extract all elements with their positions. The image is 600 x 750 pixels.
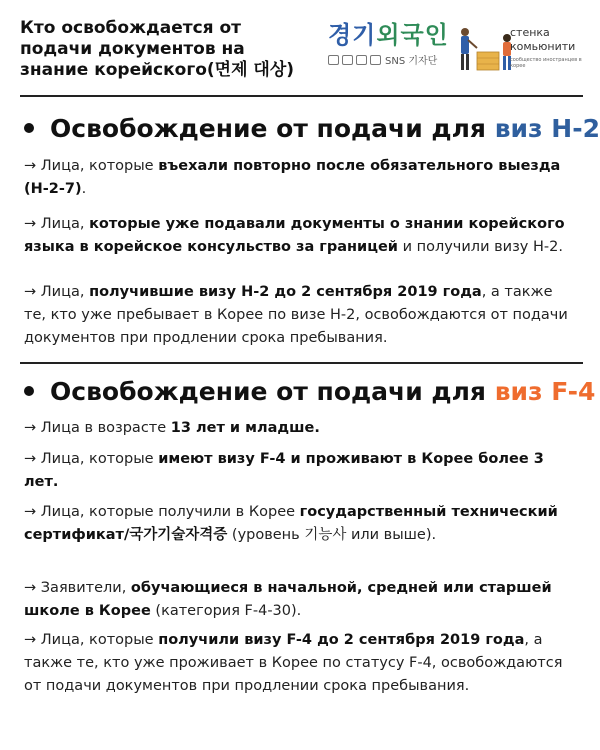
body-text: → Лица, [24,216,90,232]
emphasis-text: которые уже подавали документы о знании корейского языка в корейское консульство за границей [24,216,565,255]
body-text: → Заявители, [24,580,131,596]
section-f4-visa: виз F-4 [494,377,596,406]
logo-wordmark-part2: 외국인 [376,21,449,49]
body-text: → Лица, которые [24,451,159,467]
body-text: → Лица, которые [24,158,159,174]
emphasis-text: государственный технический сертификат/국가기술자격증 [24,504,558,543]
list-item [24,448,579,494]
list-item [24,577,579,623]
bullet-icon [24,123,34,133]
divider-top [20,95,583,97]
emphasis-text: имеют визу F-4 и проживают в Корее более 3 лет. [24,451,544,490]
logo-subtitle [328,52,468,67]
body-text: (категория F-4-30). [150,603,302,619]
emphasis-text: получили визу F-4 до 2 сентября 2019 года [158,632,525,648]
body-text: → Лица, которые [24,632,159,648]
logo-wordmark [328,22,468,48]
list-item [24,501,579,547]
gyeonggi-logo [328,22,468,72]
section-h2-title [18,114,600,144]
body-text: (уровень 기능사 или выше). [227,527,437,543]
emphasis-text: въехали повторно после обязательного выезда (Н-2-7) [24,158,561,197]
bullet-icon [24,386,34,396]
community-tagline: сообщество иностранцев в корее [510,57,582,69]
header [0,0,600,92]
section-h2-visa: виз Н-2 [494,114,600,143]
logo-sub-text: SNS 기자단 [385,56,438,67]
divider-middle [20,362,583,364]
list-item [24,629,579,698]
list-item [24,417,579,440]
body-text: → Лица, [24,284,90,300]
community-name: стенка комьюнити [510,26,576,53]
body-text: → Лица, которые получили в Корее [24,504,300,520]
list-item [24,281,579,350]
body-text: , а также те, кто уже проживает в Корее по статусу F-4, освобождаются от подачи документов при продлении срока пребывания. [24,632,563,694]
section-h2-prefix: Освобождение от подачи для [50,114,495,143]
body-text: и получили визу Н-2. [397,239,563,255]
section-f4-prefix: Освобождение от подачи для [50,377,495,406]
emphasis-text: 13 лет и младше. [170,420,320,436]
emphasis-text: получившие визу Н-2 до 2 сентября 2019 года [89,284,482,300]
body-text: → Лица в возрасте [24,420,171,436]
section-f4-title [18,377,595,407]
sns-icons [328,55,381,65]
page-title: Кто освобождается от подачи документов на знание корейского(면제 대상) [20,18,295,80]
emphasis-text: обучающиеся в начальной, средней или старшей школе в Корее [24,580,552,619]
logo-wordmark-part1: 경기 [328,21,377,49]
community-label [510,26,595,69]
list-item [24,155,579,201]
list-item [24,213,579,259]
illustration-figures-icon [455,18,515,76]
body-text: . [81,181,87,197]
body-text: , а также те, кто уже пребывает в Корее по визе Н-2, освобождаются от подачи документов при продлении срока пребывания. [24,284,568,346]
